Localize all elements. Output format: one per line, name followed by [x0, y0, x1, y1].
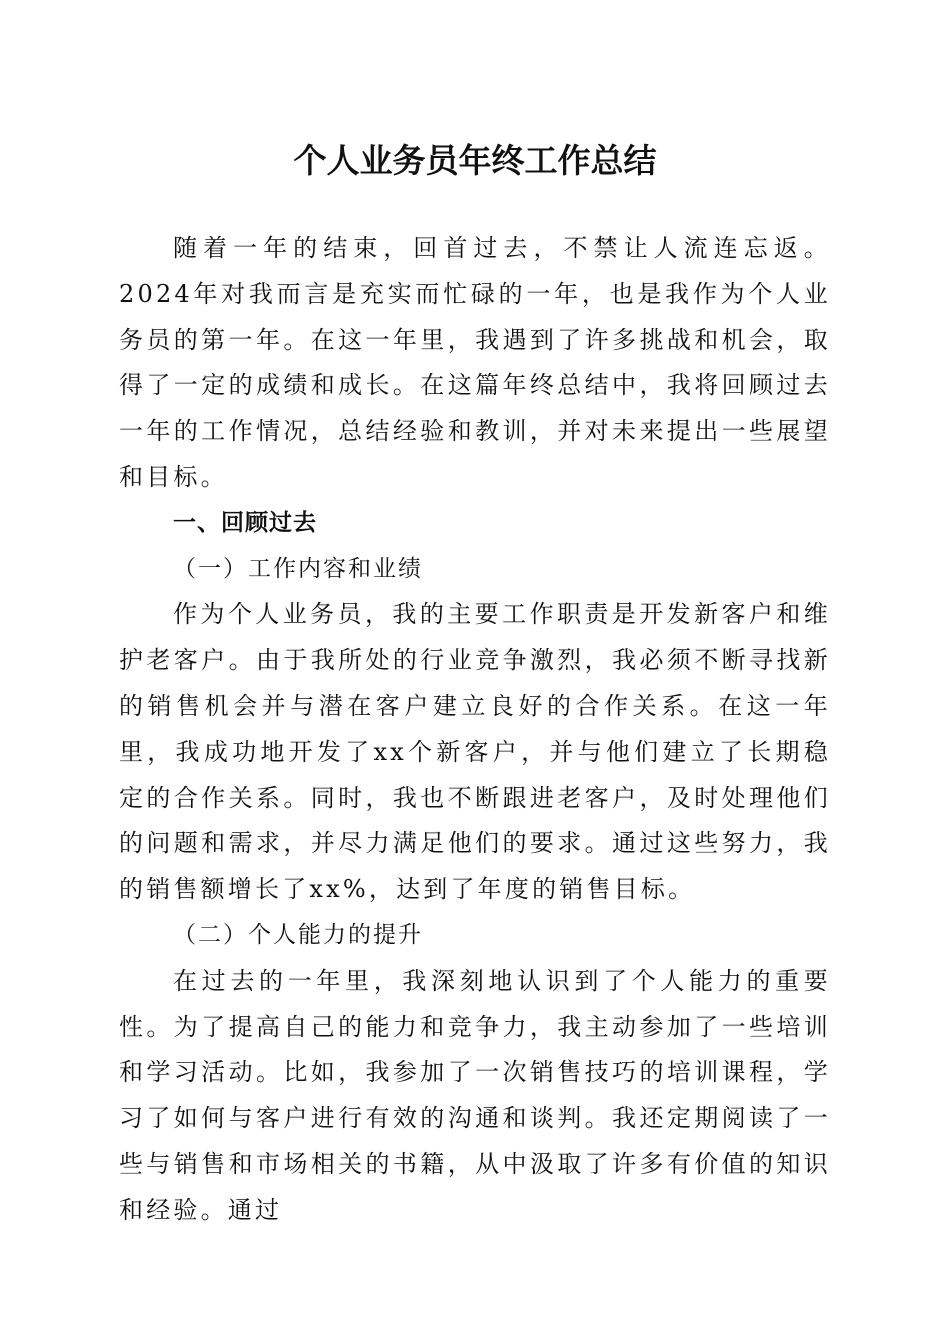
- intro-paragraph: 随着一年的结束，回首过去，不禁让人流连忘返。2024年对我而言是充实而忙碌的一年，也是我作为个人业务员的第一年。在这一年里，我遇到了许多挑战和机会，取得了一定的成绩和成长。在这篇年终总结中，我将回顾过去一年的工作情况，总结经验和教训，并对未来提出一些展望和目标。: [119, 234, 831, 491]
- ability-paragraph: 在过去的一年里，我深刻地认识到了个人能力的重要性。为了提高自己的能力和竞争力，我主动参加了一些培训和学习活动。比如，我参加了一次销售技巧的培训课程，学习了如何与客户进行有效的沟通和谈判。我还定期阅读了一些与销售和市场相关的书籍，从中汲取了许多有价值的知识和经验。通过: [119, 966, 831, 1224]
- section-heading-review: 一、回顾过去: [173, 509, 317, 536]
- subsection-heading-work: （一）工作内容和业绩: [173, 555, 423, 582]
- document-title: 个人业务员年终工作总结: [293, 141, 657, 180]
- subsection-heading-ability: （二）个人能力的提升: [173, 921, 423, 948]
- work-paragraph: 作为个人业务员，我的主要工作职责是开发新客户和维护老客户。由于我所处的行业竞争激烈，我必须不断寻找新的销售机会并与潜在客户建立良好的合作关系。在这一年里，我成功地开发了xx个新客户，并与他们建立了长期稳定的合作关系。同时，我也不断跟进老客户，及时处理他们的问题和需求，并尽力满足他们的要求。通过这些努力，我的销售额增长了xx%，达到了年度的销售目标。: [119, 600, 831, 904]
- document-body: [119, 226, 831, 1234]
